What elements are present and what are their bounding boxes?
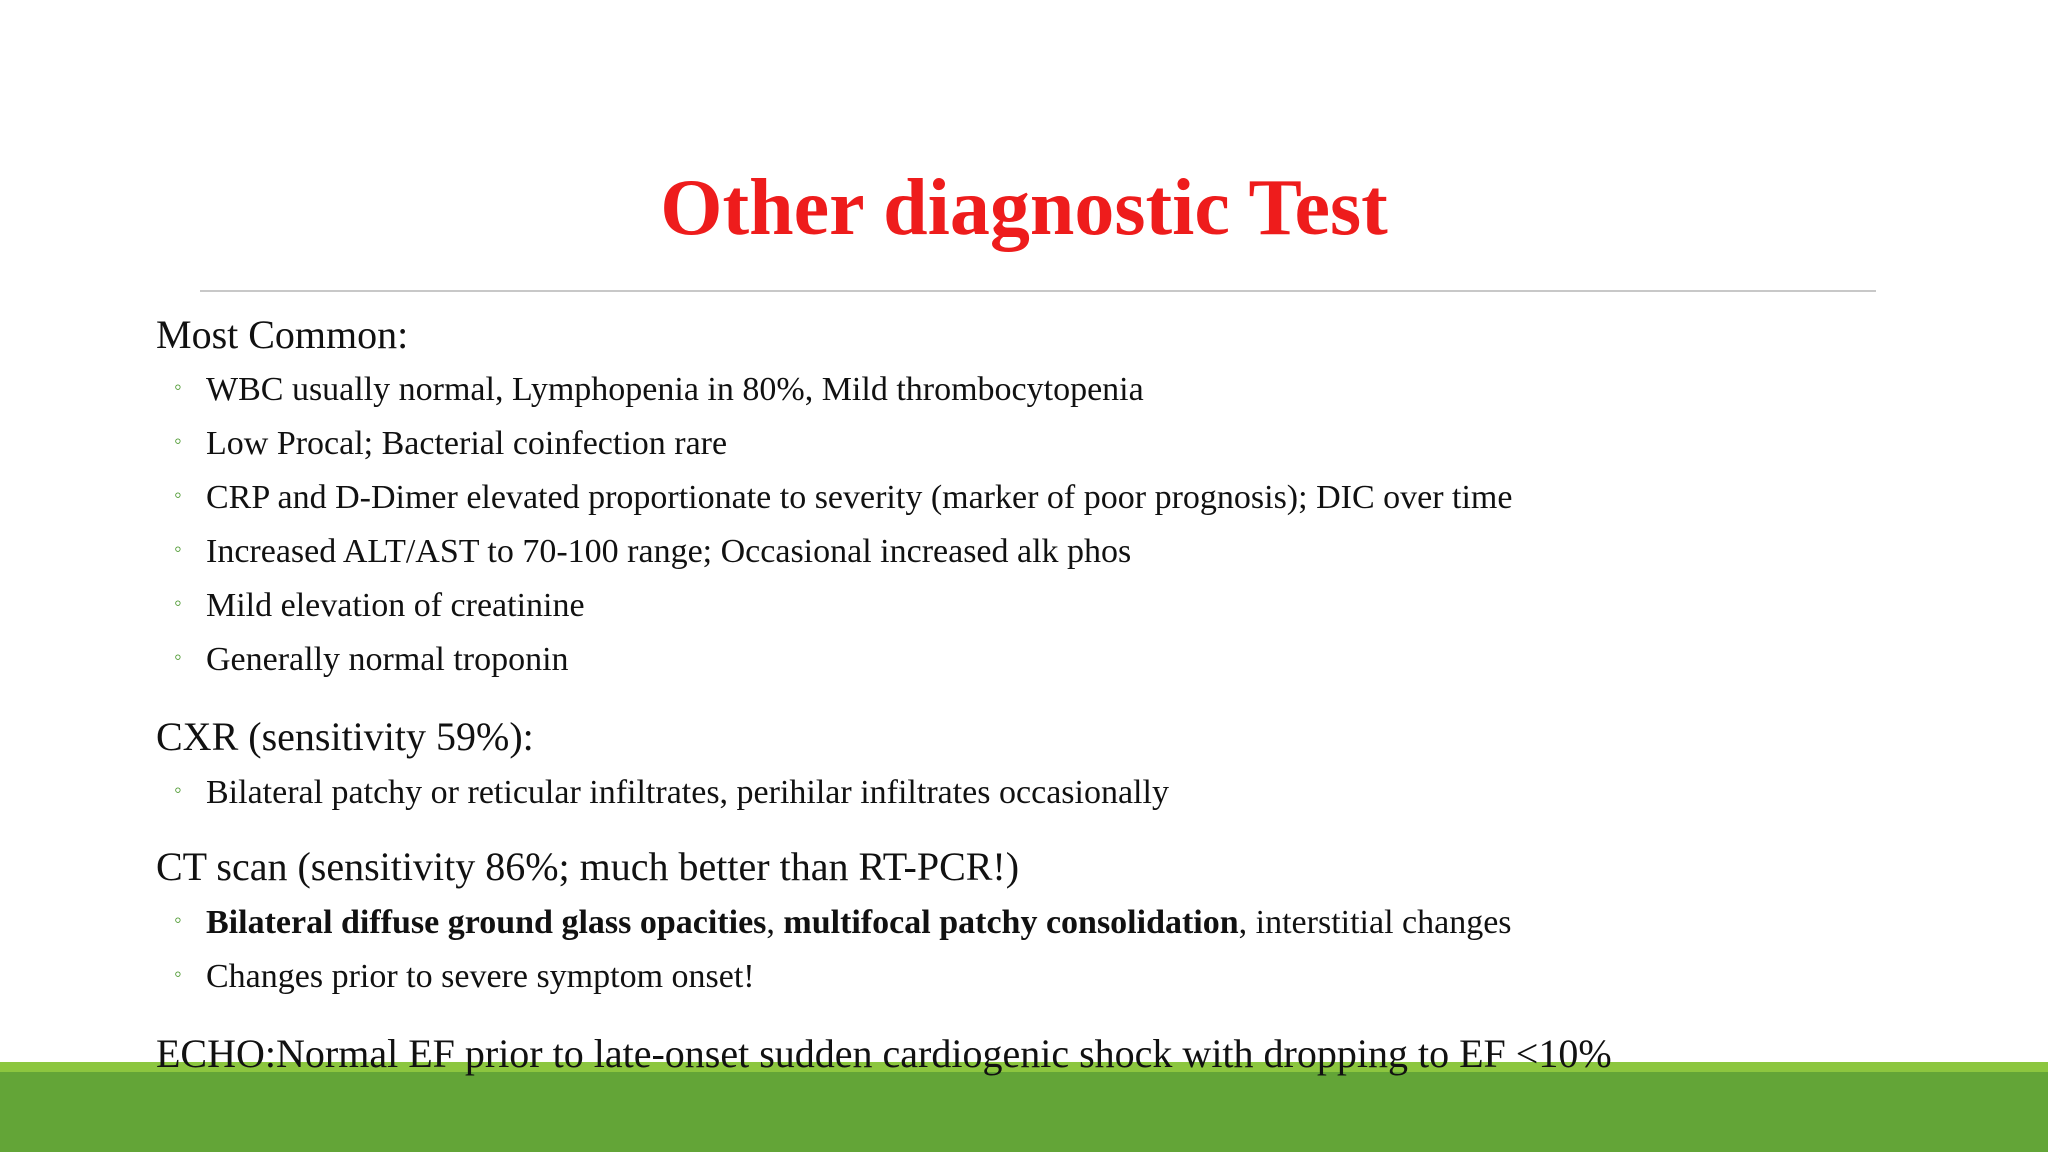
- section-heading-most-common: Most Common:: [156, 312, 409, 357]
- list-item: ◦ Changes prior to severe symptom onset!: [174, 954, 755, 998]
- section-heading-echo: ECHO:Normal EF prior to late-onset sudden cardiogenic shock with dropping to EF <10%: [156, 1031, 1612, 1076]
- hollow-circle-bullet-icon: ◦: [174, 644, 182, 670]
- title-divider: [200, 290, 1876, 292]
- section-heading-cxr: CXR (sensitivity 59%):: [156, 714, 534, 759]
- bold-text: Bilateral diffuse ground glass opacities: [206, 904, 767, 942]
- hollow-circle-bullet-icon: ◦: [174, 590, 182, 616]
- list-item: ◦ CRP and D-Dimer elevated proportionate to severity (marker of poor prognosis); DIC over time: [174, 475, 1512, 519]
- list-item: ◦ Bilateral diffuse ground glass opacities, multifocal patchy consolidation, interstitial changes: [174, 900, 1512, 944]
- hollow-circle-bullet-icon: ◦: [174, 374, 182, 400]
- bold-text: multifocal patchy consolidation: [783, 904, 1239, 942]
- list-item: ◦ WBC usually normal, Lymphopenia in 80%, Mild thrombocytopenia: [174, 367, 1144, 411]
- hollow-circle-bullet-icon: ◦: [174, 907, 182, 933]
- list-item: ◦ Low Procal; Bacterial coinfection rare: [174, 421, 727, 465]
- hollow-circle-bullet-icon: ◦: [174, 961, 182, 987]
- list-item: ◦ Bilateral patchy or reticular infiltrates, perihilar infiltrates occasionally: [174, 770, 1169, 814]
- hollow-circle-bullet-icon: ◦: [174, 482, 182, 508]
- list-item: ◦ Increased ALT/AST to 70-100 range; Occasional increased alk phos: [174, 529, 1131, 573]
- hollow-circle-bullet-icon: ◦: [174, 536, 182, 562]
- footer-band: [0, 1072, 2048, 1152]
- section-heading-ct-scan: CT scan (sensitivity 86%; much better than RT-PCR!): [156, 844, 1020, 889]
- hollow-circle-bullet-icon: ◦: [174, 777, 182, 803]
- list-item: ◦ Generally normal troponin: [174, 637, 569, 681]
- slide-title: Other diagnostic Test: [660, 164, 1388, 252]
- list-item: ◦ Mild elevation of creatinine: [174, 583, 585, 627]
- hollow-circle-bullet-icon: ◦: [174, 428, 182, 454]
